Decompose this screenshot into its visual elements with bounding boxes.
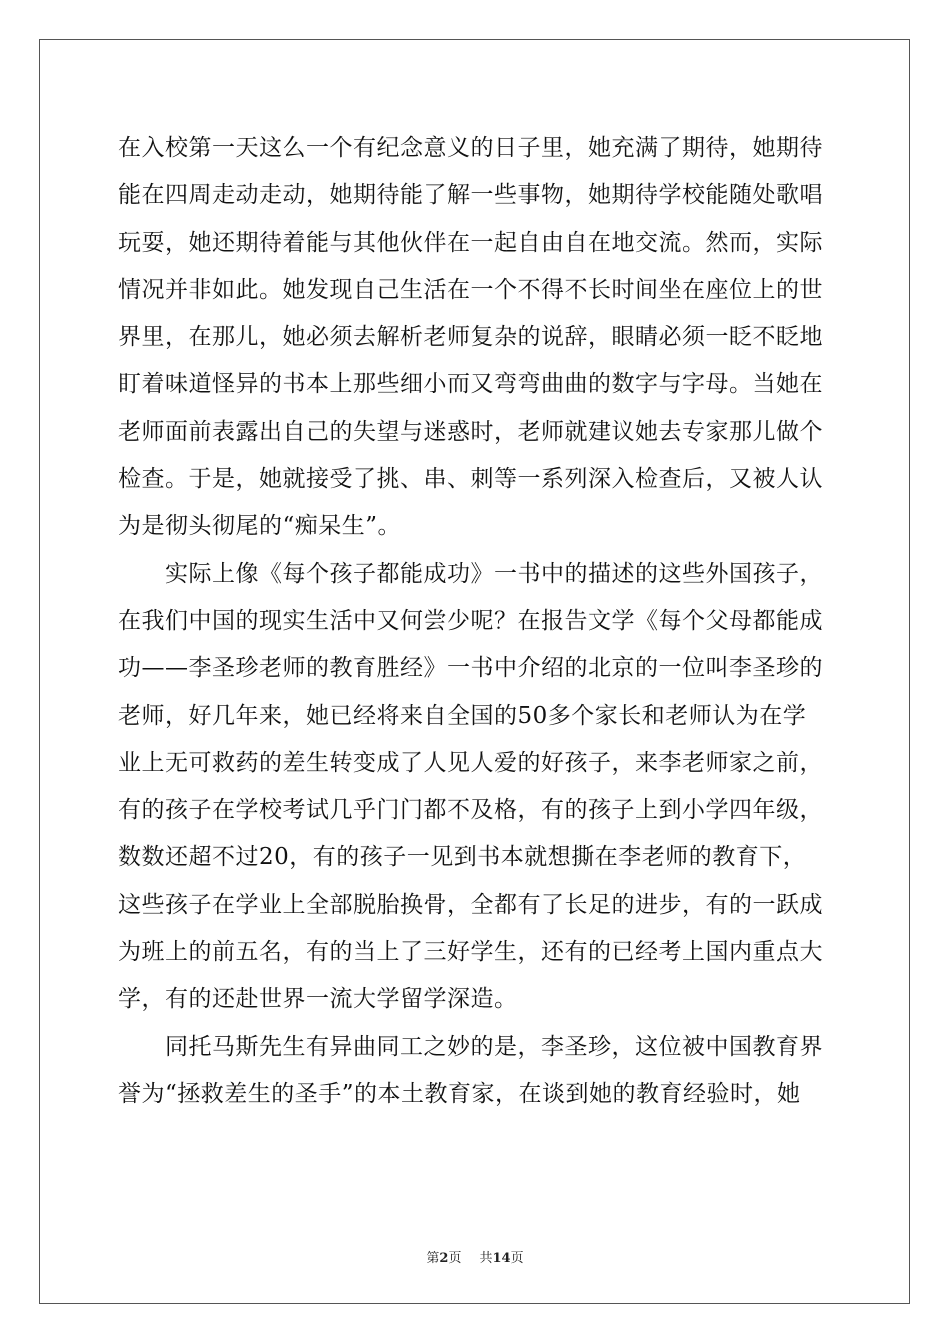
text-line: 业上无可救药的差生转变成了人见人爱的好孩子，来李老师家之前， <box>118 749 823 776</box>
text-line: 誉为“拯救差生的圣手”的本土教育家，在谈到她的教育经验时，她 <box>118 1080 801 1107</box>
text-line: 实际上像《每个孩子都能成功》一书中的描述的这些外国孩子， <box>118 560 823 587</box>
text-line: 数数还超不过20，有的孩子一见到书本就想撕在李老师的教育下， <box>118 844 807 871</box>
text-line: 功——李圣珍老师的教育胜经》一书中介绍的北京的一位叫李圣珍的 <box>118 655 823 682</box>
page-number: 2 <box>439 1251 449 1266</box>
text-line: 玩耍，她还期待着能与其他伙伴在一起自由自在地交流。然而，实际 <box>118 229 823 256</box>
text-line: 情况并非如此。她发现自己生活在一个不得不长时间坐在座位上的世 <box>118 276 823 303</box>
text-line: 为班上的前五名，有的当上了三好学生，还有的已经考上国内重点大 <box>118 939 823 966</box>
text-line: 有的孩子在学校考试几乎门门都不及格，有的孩子上到小学四年级， <box>118 797 823 824</box>
text-line: 界里，在那儿，她必须去解析老师复杂的说辞，眼睛必须一眨不眨地 <box>118 324 823 351</box>
document-body <box>118 125 833 1118</box>
page-footer <box>0 1247 950 1266</box>
text-line: 老师，好几年来，她已经将来自全国的50多个家长和老师认为在学 <box>118 702 807 729</box>
text-line: 为是彻头彻尾的“痴呆生”。 <box>118 513 402 540</box>
text-line: 能在四周走动走动，她期待能了解一些事物，她期待学校能随处歌唱 <box>118 182 823 209</box>
page-prefix: 第 <box>426 1251 440 1266</box>
page-suffix: 页 <box>448 1251 462 1266</box>
text-line: 在我们中国的现实生活中又何尝少呢？在报告文学《每个父母都能成 <box>118 607 823 634</box>
total-pages: 14 <box>492 1251 511 1266</box>
text-line: 老师面前表露出自己的失望与迷惑时，老师就建议她去专家那儿做个 <box>118 418 823 445</box>
text-line: 在入校第一天这么一个有纪念意义的日子里，她充满了期待，她期待 <box>118 135 823 161</box>
text-line: 学，有的还赴世界一流大学留学深造。 <box>118 986 518 1013</box>
text-line: 检查。于是，她就接受了挑、串、刺等一系列深入检查后，又被人认 <box>118 466 823 493</box>
total-suffix: 页 <box>510 1251 524 1266</box>
total-prefix: 共 <box>479 1251 493 1266</box>
text-line: 盯着味道怪异的书本上那些细小而又弯弯曲曲的数字与字母。当她在 <box>118 371 823 398</box>
text-line: 同托马斯先生有异曲同工之妙的是，李圣珍，这位被中国教育界 <box>118 1033 823 1060</box>
text-line: 这些孩子在学业上全部脱胎换骨，全都有了长足的进步，有的一跃成 <box>118 891 823 918</box>
